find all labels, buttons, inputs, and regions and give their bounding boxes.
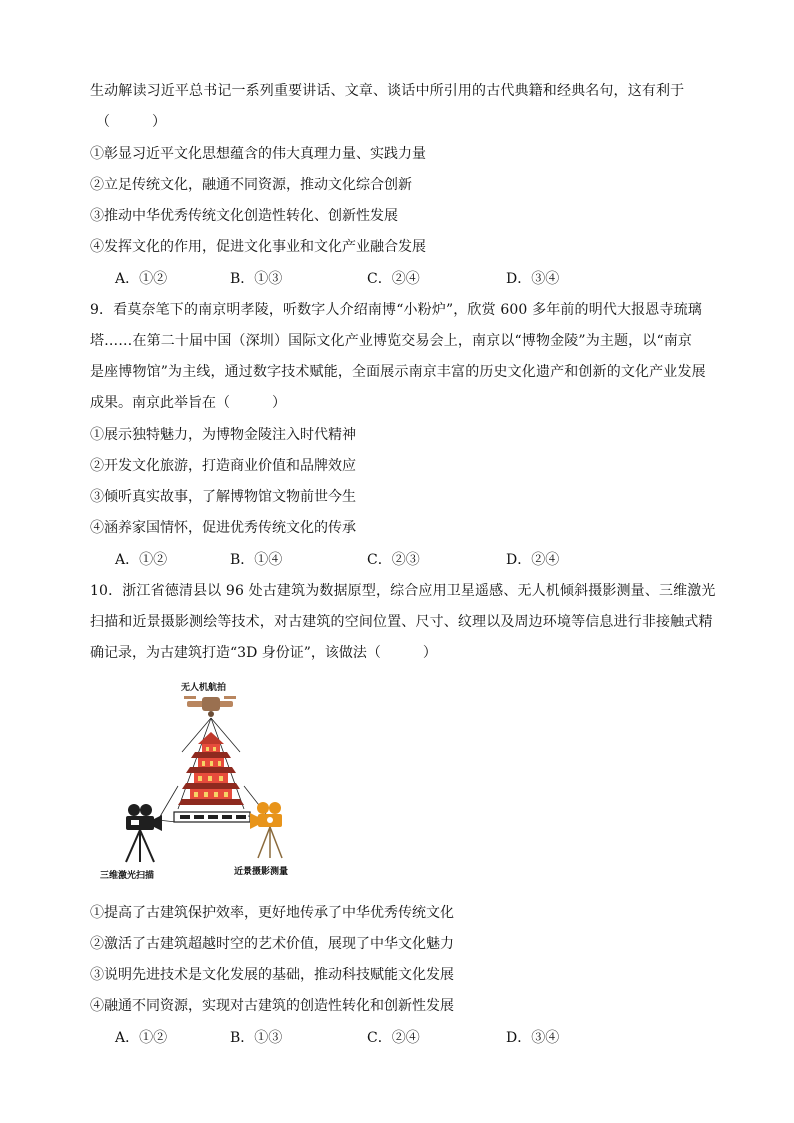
q10-option-c[interactable]: C．②④ [367,1030,420,1046]
q10-item-2: ②激活了古建筑超越时空的艺术价值，展现了中华文化魅力 [90,936,454,952]
q9-option-a[interactable]: A．①② [115,552,168,568]
q10-item-4: ④融通不同资源，实现对古建筑的创造性转化和创新性发展 [90,998,454,1014]
q8-item-4: ④发挥文化的作用，促进文化事业和文化产业融合发展 [90,239,426,255]
q10-options [0,1028,794,1048]
q9-option-c[interactable]: C．②③ [367,552,420,568]
q9-option-b[interactable]: B．①④ [230,552,283,568]
q8-option-c[interactable]: C．②④ [367,271,420,287]
q8-stem-tail: 生动解读习近平总书记一系列重要讲话、文章、谈话中所引用的古代典籍和经典名句，这有利于 [90,83,685,99]
figure-label-laser-scan: 三维激光扫描 [100,871,155,881]
q8-option-d[interactable]: D．③④ [506,271,560,287]
surveying-illustration [98,676,308,886]
pagoda-icon [178,732,244,805]
drone-body [202,697,220,711]
q9-stem-line-2: 塔……在第二十届中国（深圳）国际文化产业博览交易会上，南京以“博物金陵”为主题，以“南京 [90,333,693,349]
q10-item-3: ③说明先进技术是文化发展的基础，推动科技赋能文化发展 [90,967,454,983]
pagoda-base [174,812,250,822]
q9-item-3: ③倾听真实故事，了解博物馆文物前世今生 [90,489,356,505]
q9-item-4: ④涵养家国情怀，促进优秀传统文化的传承 [90,520,356,536]
q10-option-b[interactable]: B．①③ [230,1030,283,1046]
q8-item-3: ③推动中华优秀传统文化创造性转化、创新性发展 [90,208,398,224]
q10-figure [98,676,308,886]
drone-rotor-left [184,696,196,699]
q9-options [0,550,794,570]
q10-item-1: ①提高了古建筑保护效率，更好地传承了中华优秀传统文化 [90,905,454,921]
q10-stem-line-2: 扫描和近景摄影测绘等技术，对古建筑的空间位置、尺寸、纹理以及周边环境等信息进行非接触式精 [90,614,713,630]
drone-lens [208,711,214,717]
figure-label-drone: 无人机航拍 [181,683,227,693]
drone-icon [184,696,236,717]
q9-option-d[interactable]: D．②④ [506,552,560,568]
q9-item-2: ②开发文化旅游，打造商业价值和品牌效应 [90,458,356,474]
figure-label-close-range: 近景摄影测量 [234,867,289,877]
q9-stem-line-3: 是座博物馆”为主线，通过数字技术赋能，全面展示南京丰富的历史文化遗产和创新的文化产业发展 [90,364,706,380]
close-range-camera-icon [250,802,282,858]
q8-option-a[interactable]: A．①② [115,271,168,287]
q10-stem-line-3: 确记录，为古建筑打造“3D 身份证”，该做法（ ） [90,645,437,661]
q8-item-2: ②立足传统文化，融通不同资源，推动文化综合创新 [90,177,412,193]
q9-item-1: ①展示独特魅力，为博物金陵注入时代精神 [90,427,356,443]
laser-scanner-icon [126,804,162,862]
q10-option-a[interactable]: A．①② [115,1030,168,1046]
q10-option-d[interactable]: D．③④ [506,1030,560,1046]
q8-item-1: ①彰显习近平文化思想蕴含的伟大真理力量、实践力量 [90,146,426,162]
q8-option-b[interactable]: B．①③ [230,271,283,287]
q10-stem-line-1: 10．浙江省德清县以 96 处古建筑为数据原型，综合应用卫星遥感、无人机倾斜摄影测量、三维激光 [90,583,716,599]
q8-options [0,269,794,289]
q9-stem-line-1: 9．看莫奈笔下的南京明孝陵，听数字人介绍南博“小粉炉”，欣赏 600 多年前的明代大报恩寺琉璃 [90,302,702,318]
drone-rotor-right [224,696,236,699]
q9-stem-line-4: 成果。南京此举旨在（ ） [90,395,286,411]
q8-answer-blank: （ ） [96,114,166,130]
